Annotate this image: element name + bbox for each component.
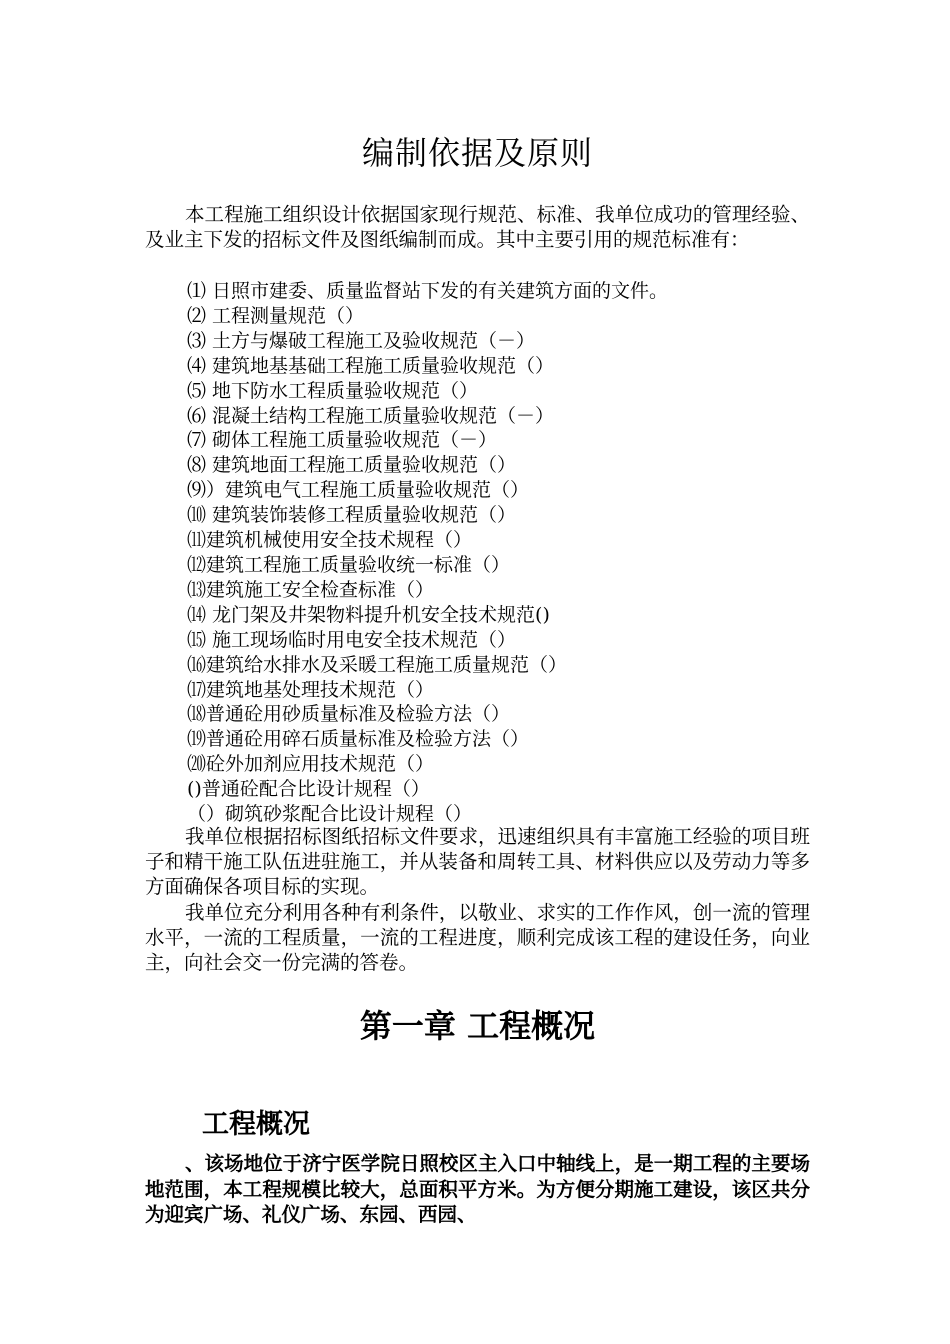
chapter-title: 第一章 工程概况 — [359, 1007, 596, 1045]
standards-list — [187, 279, 668, 827]
list-item: ⒄建筑地基处理技术规范（） — [187, 678, 435, 701]
paragraph-commitment-text: 我单位充分利用各种有利条件，以敬业、求实的工作作风，创一流的管理水平，一流的工程质量，一流的工程进度，顺利完成该工程的建设任务，向业主，向社会交一份完满的答卷。 — [145, 901, 810, 974]
list-item: ⒅普通砼用砂质量标准及检验方法（） — [187, 703, 511, 726]
list-item: ⑽ 建筑装饰装修工程质量验收规范（） — [187, 504, 517, 527]
list-item: ⑺ 砌体工程施工质量验收规范（－） — [187, 429, 498, 452]
paragraph-site — [145, 1151, 810, 1228]
list-item: ⑸ 地下防水工程质量验收规范（） — [187, 379, 479, 402]
list-item: ⑹ 混凝土结构工程施工质量验收规范（－） — [187, 404, 555, 427]
intro-text: 本工程施工组织设计依据国家现行规范、标准、我单位成功的管理经验、及业主下发的招标文件及图纸编制而成。其中主要引用的规范标准有： — [145, 203, 810, 251]
list-item: ⑴ 日照市建委、质量监督站下发的有关建筑方面的文件。 — [187, 280, 669, 302]
intro-paragraph — [145, 203, 810, 253]
list-item: ⑿建筑工程施工质量验收统一标准（） — [187, 553, 511, 576]
list-item: ()普通砼配合比设计规程（） — [187, 778, 430, 801]
paragraph-preparation — [145, 825, 810, 899]
paragraph-commitment — [145, 901, 810, 975]
list-item: （）砌筑砂浆配合比设计规程（） — [187, 803, 473, 826]
heading-main: 编制依据及原则 — [361, 134, 593, 172]
list-item: ⑾建筑机械使用安全技术规程（） — [187, 529, 473, 552]
list-item: ⒀建筑施工安全检查标准（） — [187, 578, 435, 601]
list-item: ⒁ 龙门架及井架物料提升机安全技术规范() — [187, 603, 550, 626]
list-item: ⑼）建筑电气工程施工质量验收规范（） — [187, 479, 530, 502]
list-item: ⑶ 土方与爆破工程施工及验收规范（－） — [187, 329, 536, 352]
list-item: ⒆普通砼用碎石质量标准及检验方法（） — [187, 728, 530, 751]
list-item: ⑵ 工程测量规范（） — [187, 304, 365, 327]
list-item: ⑷ 建筑地基基础工程施工质量验收规范（） — [187, 354, 555, 377]
section-title: 工程概况 — [202, 1109, 310, 1140]
paragraph-site-text: 、该场地位于济宁医学院日照校区主入口中轴线上，是一期工程的主要场地范围，本工程规模比较大，总面积平方米。为方便分期施工建设，该区共分为迎宾广场、礼仪广场、东园、西园、 — [145, 1152, 810, 1226]
list-item: ⒃建筑给水排水及采暖工程施工质量规范（） — [187, 653, 568, 676]
list-item: ⒂ 施工现场临时用电安全技术规范（） — [187, 628, 517, 651]
paragraph-preparation-text: 我单位根据招标图纸招标文件要求，迅速组织具有丰富施工经验的项目班子和精干施工队伍进驻施工，并从装备和周转工具、材料供应以及劳动力等多方面确保各项目标的实现。 — [145, 825, 810, 898]
list-item: ⑻ 建筑地面工程施工质量验收规范（） — [187, 454, 517, 477]
list-item: ⒇砼外加剂应用技术规范（） — [187, 753, 435, 776]
